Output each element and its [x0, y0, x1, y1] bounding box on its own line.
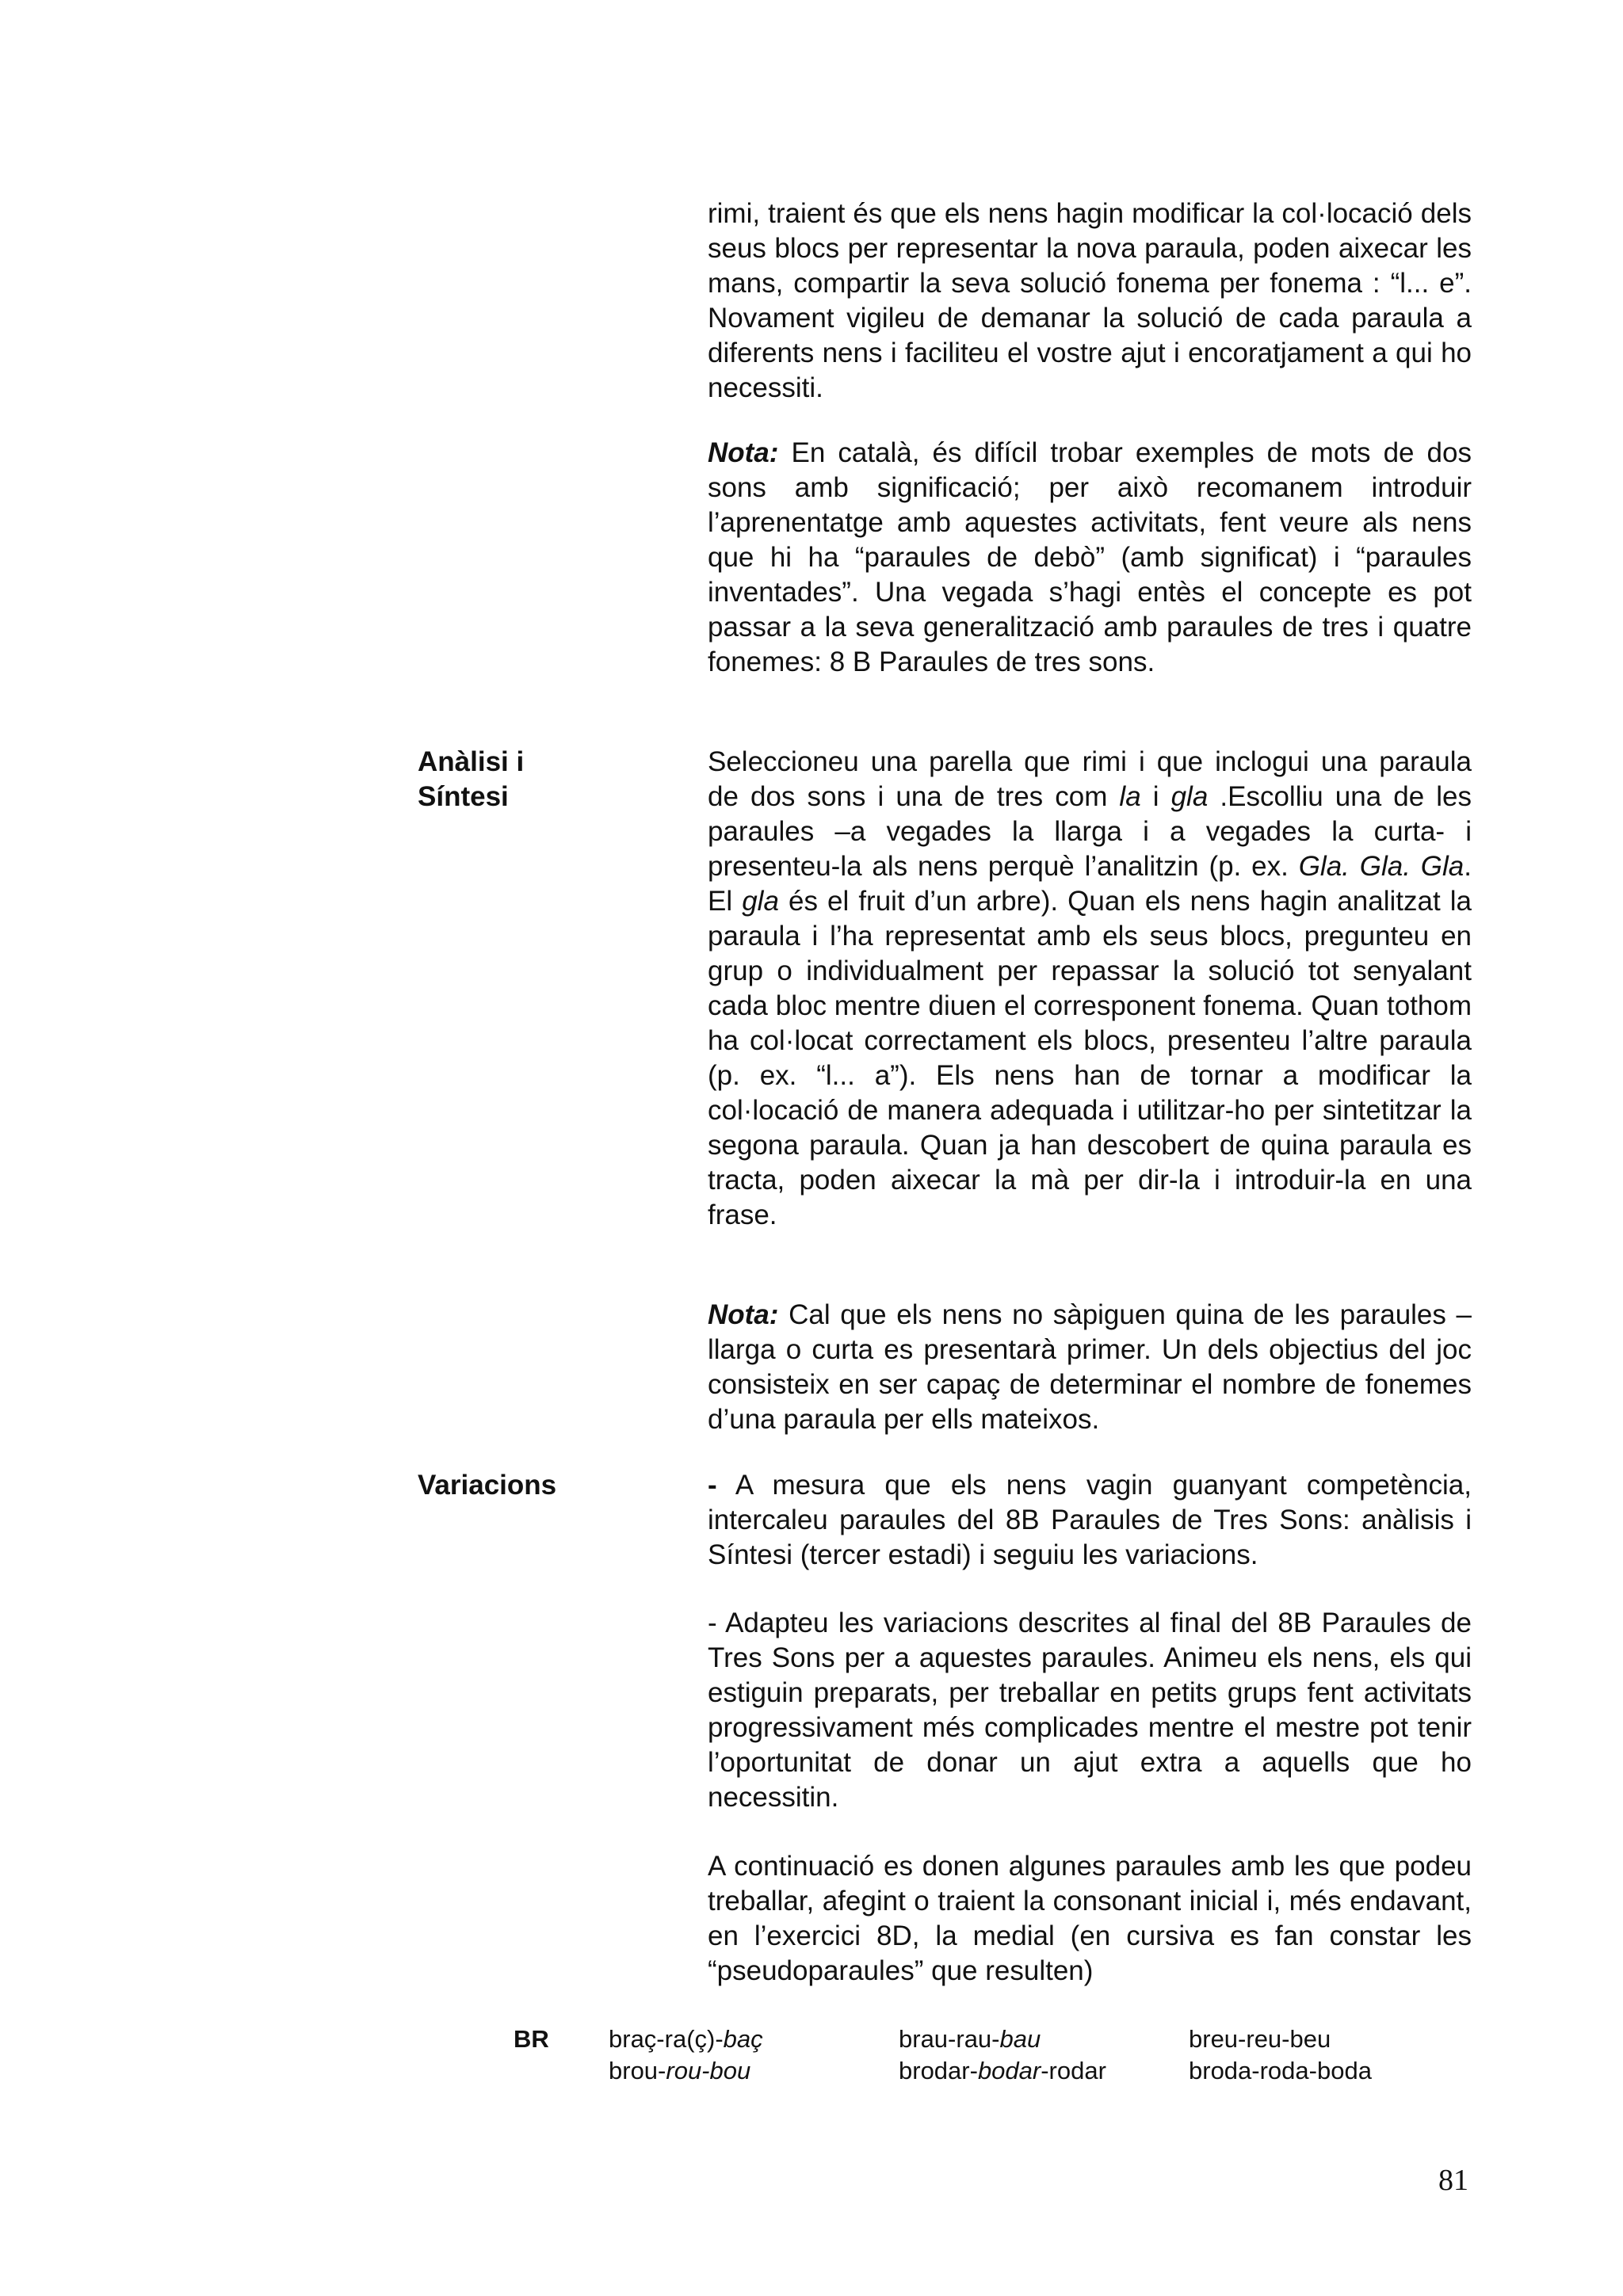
note-2-text: Cal que els nens no sàpiguen quina de les paraules –llarga o curta es presentarà primer. Un dels objectius del joc consisteix en ser capaç de determinar el nombre de fonemes d’una paraula per ells mateixos. [708, 1299, 1472, 1435]
paragraph-note-1 [708, 436, 1472, 680]
paragraph-variacions-2: - Adapteu les variacions descrites al final del 8B Paraules de Tres Sons per a aquestes paraules. Animeu els nens, els qui estiguin preparats, per treballar en petits grups fent activitats progressivament més complicades mentre el mestre pot tenir l’oportunitat de donar un ajut extra a aquells que ho necessitin. [708, 1608, 1472, 1813]
p3-text-b: i [1140, 781, 1171, 812]
word-entry-brau-regular: brau-rau- [899, 2025, 1000, 2053]
paragraph-note-2 [708, 1298, 1472, 1437]
p3-word-gla-2: gla [742, 886, 779, 917]
word-entry-brodar [899, 2055, 1106, 2087]
page-number: 81 [1438, 2164, 1468, 2197]
note-1-label: Nota: [708, 437, 779, 468]
section-label-analisi-line1: Anàlisi i [418, 746, 525, 777]
word-entry-broda: broda-roda-boda [1189, 2057, 1372, 2084]
section-label-analisi-sintesi [418, 745, 524, 814]
paragraph-word-list-intro: A continuació es donen algunes paraules amb les que podeu treballar, afegint o traient la consonant inicial i, més endavant, en l’exercici 8D, la medial (en cursiva es fan constar les “pseudoparaules” que resulten) [708, 1851, 1472, 1986]
variacions-1-dash: - [708, 1470, 717, 1501]
word-entry-brac-pseudo: baç [723, 2025, 763, 2053]
word-entry-brodar-pseudo: bodar [977, 2057, 1041, 2084]
word-entry-brodar-end: -rodar [1041, 2057, 1106, 2084]
p3-word-gla: gla [1170, 781, 1209, 812]
word-entry-breu: breu-reu-beu [1189, 2025, 1331, 2053]
word-entry-brou-regular: brou- [609, 2057, 666, 2084]
word-entry-brou [609, 2055, 750, 2087]
paragraph-intro-text: rimi, traient és que els nens hagin modificar la col·locació dels seus blocs per representar la nova paraula, poden aixecar les mans, compartir la seva solució fonema per fonema : “l... e”. Novament vigileu de demanar la solució de cada paraula a diferents nens i faciliteu el vostre ajut i encoratjament a qui ho necessiti. [708, 198, 1472, 403]
word-entry-brodar-regular: brodar- [899, 2057, 978, 2084]
p3-text-a: Seleccioneu una parella que rimi i que inclogui una paraula de dos sons i una de tres com [708, 746, 1472, 812]
word-entry-brou-pseudo: rou-bou [666, 2057, 751, 2084]
word-entry-brac-regular: braç-ra(ç)- [609, 2025, 724, 2053]
word-entry-brac [609, 2023, 763, 2055]
paragraph-analisi-sintesi [708, 745, 1472, 1233]
p3-word-la: la [1119, 781, 1141, 812]
p3-text-e: és el fruit d’un arbre). Quan els nens hagin analitzat la paraula i l’ha representat amb els seus blocs, pregunteu en grup o individualment per repassar la solució tot senyalant cada bloc mentre diuen el corresponent fonema. Quan tothom ha col·locat correctament els blocs, presenteu l’altre paraula (p. ex. “l... a”). Els nens han de tornar a modificar la col·locació de manera adequada i utilitzar-ho per sintetitzar la segona paraula. Quan ja han descobert de quina paraula es tracta, poden aixecar la mà per dir-la i introduir-la en una frase. [708, 886, 1472, 1230]
section-label-analisi-line2: Síntesi [418, 781, 509, 812]
note-1-text: En català, és difícil trobar exemples de mots de dos sons amb significació; per això recomanem introduir l’aprenentatge amb aquestes activitats, fent veure als nens que hi ha “paraules de debò” (amb significat) i “paraules inventades”. Una vegada s’hagi entès el concepte es pot passar a la seva generalització amb paraules de tres i quatre fonemes: 8 B Paraules de tres sons. [708, 437, 1472, 677]
note-2-label: Nota: [708, 1299, 779, 1330]
p3-text-c: .Escolliu una de les paraules –a vegades la llarga i a vegades la curta- i presenteu-la als nens perquè l’analitzin (p. ex. [708, 781, 1472, 882]
variacions-1-text: A mesura que els nens vagin guanyant competència, intercaleu paraules del 8B Paraules de Tres Sons: anàlisis i Síntesi (tercer estadi) i seguiu les variacions. [708, 1470, 1472, 1570]
p3-word-gla-gla-gla: Gla. Gla. Gla [1298, 851, 1465, 882]
word-group-label-br: BR [514, 2025, 549, 2053]
word-entry-brau-pseudo: bau [999, 2025, 1041, 2053]
section-label-variacions: Variacions [418, 1470, 557, 1501]
paragraph-intro [708, 196, 1472, 406]
word-entry-brau [899, 2023, 1041, 2055]
paragraph-variacions-1 [708, 1468, 1472, 1573]
p3-text-d: . El [708, 851, 1472, 917]
